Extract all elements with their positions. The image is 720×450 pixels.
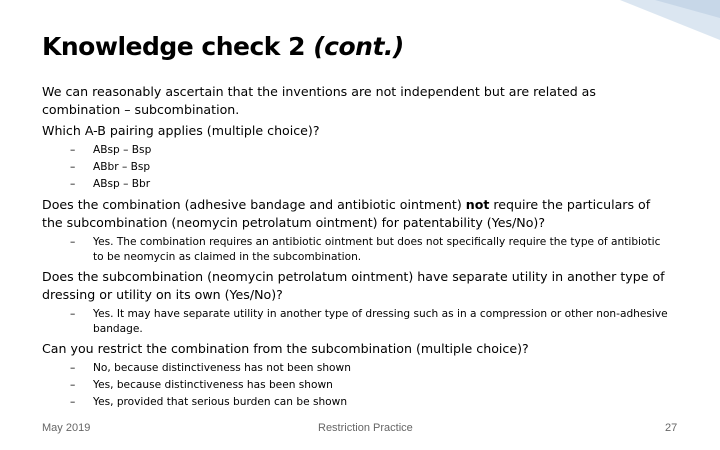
question-4: Can you restrict the combination from the subcombination (multiple choice)?: [42, 341, 529, 356]
footer-date: May 2019: [42, 422, 91, 434]
question-1-options: [42, 142, 674, 193]
question-2: Does the combination (adhesive bandage and antibiotic ointment) not require the particulars of the subcombination (neomycin petrolatum ointment) for patentability (Yes/No)?: [42, 197, 651, 230]
footer-center: Restriction Practice: [318, 422, 413, 434]
question-4-options: [42, 360, 674, 411]
option-item: – ABbr – Bsp: [70, 161, 151, 173]
corner-decoration: [560, 0, 720, 40]
title-italic: (cont.): [313, 32, 404, 61]
intro-text: We can reasonably ascertain that the inventions are not independent but are related as combination – subcombination.: [42, 84, 596, 117]
title-main: Knowledge check 2: [42, 32, 314, 61]
question-3: Does the subcombination (neomycin petrolatum ointment) have separate utility in another type of dressing or utility on its own (Yes/No)?: [42, 269, 665, 302]
slide-content: [42, 83, 674, 411]
option-item: – Yes, because distinctiveness has been shown: [70, 379, 333, 391]
question-1: Which A-B pairing applies (multiple choice)?: [42, 123, 320, 138]
option-item: – ABsp – Bbr: [70, 178, 151, 190]
option-item: – ABsp – Bsp: [70, 144, 152, 156]
answer-3: – Yes. It may have separate utility in another type of dressing such as in a compression or other non-adhesive bandage.: [70, 308, 668, 335]
option-item: – No, because distinctiveness has not been shown: [70, 362, 351, 374]
option-item: – Yes, provided that serious burden can be shown: [70, 396, 348, 408]
slide-title: [42, 32, 404, 61]
answer-2: – Yes. The combination requires an antibiotic ointment but does not specifically require the type of antibiotic to be neomycin as claimed in the subcombination.: [70, 236, 661, 263]
footer-page-number: 27: [665, 422, 678, 434]
